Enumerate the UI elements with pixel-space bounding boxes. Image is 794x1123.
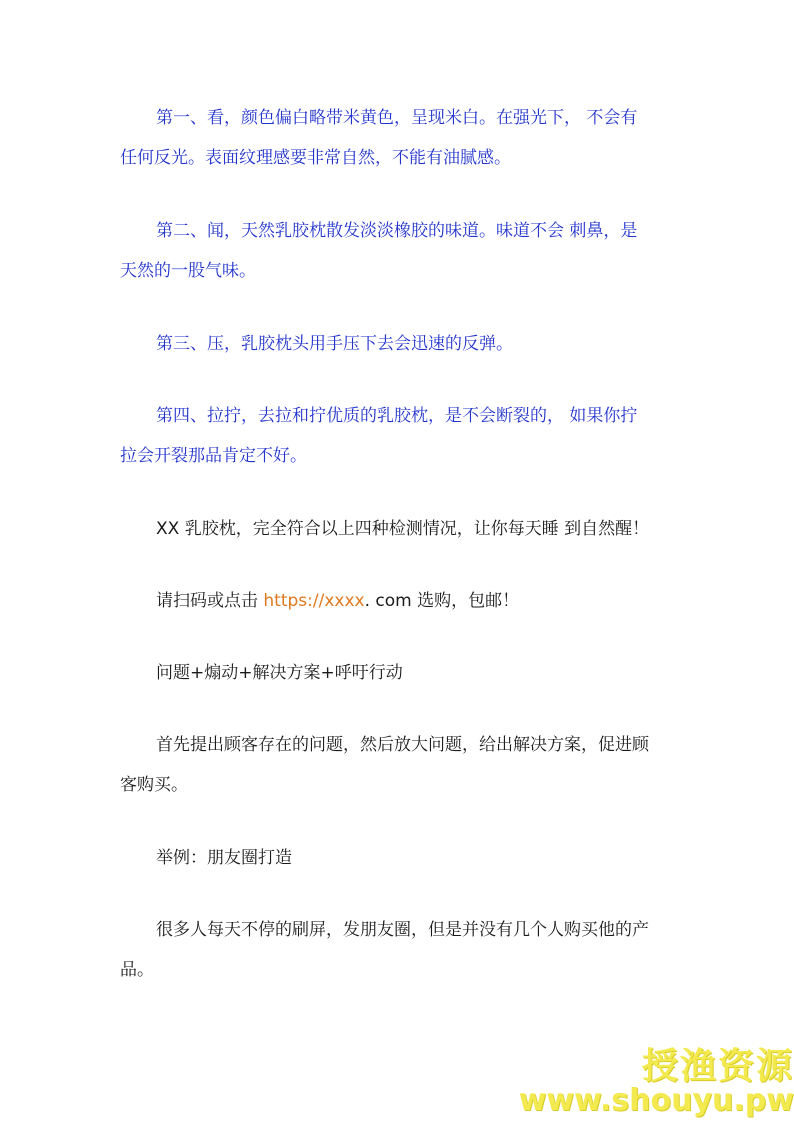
paragraph-line: 品。 bbox=[120, 960, 154, 980]
paragraph-explain bbox=[120, 725, 680, 805]
paragraph-line: 天然的一股气味。 bbox=[120, 261, 256, 281]
paragraph-product bbox=[120, 509, 680, 549]
paragraph-look bbox=[120, 98, 680, 178]
paragraph-line bbox=[120, 581, 680, 621]
paragraph-line: 客购买。 bbox=[120, 775, 188, 795]
paragraph-line: 任何反光。表面纹理感要非常自然，不能有油腻感。 bbox=[120, 148, 511, 168]
paragraph-case bbox=[120, 910, 680, 990]
paragraph-pull bbox=[120, 396, 680, 476]
shop-link[interactable]: https://xxxx bbox=[263, 591, 365, 611]
paragraph-smell bbox=[120, 211, 680, 291]
paragraph-line: 第一、看，颜色偏白略带米黄色，呈现米白。在强光下， 不会有 bbox=[156, 108, 638, 128]
paragraph-formula bbox=[120, 653, 680, 693]
paragraph-line: 第三、压，乳胶枕头用手压下去会迅速的反弹。 bbox=[156, 334, 513, 354]
watermark-name: 授渔资源 bbox=[641, 1046, 794, 1087]
cta-suffix: . com 选购，包邮！ bbox=[364, 591, 520, 611]
paragraph-line: 首先提出顾客存在的问题，然后放大问题，给出解决方案，促进顾 bbox=[156, 735, 649, 755]
paragraph-line: 第二、闻，天然乳胶枕散发淡淡橡胶的味道。味道不会 刺鼻，是 bbox=[156, 221, 638, 241]
paragraph-line: 第四、拉拧，去拉和拧优质的乳胶枕，是不会断裂的， 如果你拧 bbox=[156, 406, 638, 426]
paragraph-line: 举例：朋友圈打造 bbox=[156, 848, 292, 868]
paragraph-line: 问题+煽动+解决方案+呼吁行动 bbox=[156, 663, 403, 683]
watermark-url: www.shouyu.pw bbox=[518, 1083, 794, 1118]
paragraph-example bbox=[120, 838, 680, 878]
paragraph-line: 拉会开裂那品肯定不好。 bbox=[120, 446, 307, 466]
cta-prefix: 请扫码或点击 bbox=[156, 591, 264, 611]
paragraph-cta bbox=[120, 581, 680, 621]
paragraph-line: XX 乳胶枕，完全符合以上四种检测情况，让你每天睡 到自然醒！ bbox=[156, 519, 650, 539]
paragraph-press bbox=[120, 324, 680, 364]
paragraph-line: 很多人每天不停的刷屏，发朋友圈，但是并没有几个人购买他的产 bbox=[156, 920, 649, 940]
